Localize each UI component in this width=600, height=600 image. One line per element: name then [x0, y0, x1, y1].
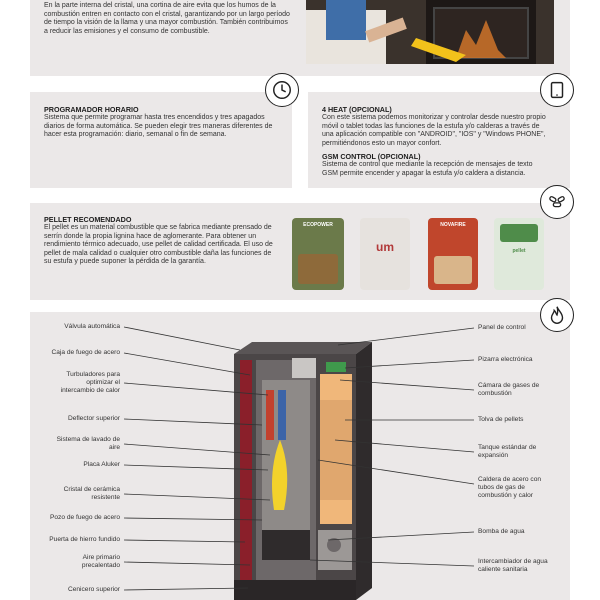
label-tanque: Tanque estándar de expansión: [478, 444, 537, 459]
heat-title: 4 HEAT (OPCIONAL): [322, 105, 392, 114]
label-intercambiador: Intercambiador de agua caliente sanitaria: [478, 558, 548, 573]
label-tolva: Tolva de pellets: [478, 416, 524, 423]
label-cenicero: Cenicero superior: [67, 586, 120, 593]
pellet-bag-4-label: pellet: [512, 248, 526, 254]
pellet-bag-2-label: um: [376, 240, 394, 254]
label-cristal: Cristal de cerámica resistente: [63, 486, 120, 501]
label-caja-fuego: Caja de fuego de acero: [51, 349, 120, 356]
label-placa-aluker: Placa Aluker: [83, 461, 120, 468]
pellet-title: PELLET RECOMENDADO: [44, 215, 132, 224]
gsm-text: Sistema de control que mediante la recepción de mensajes de texto GSM permite encender y apagar la estufa y/o caldera a distancia.: [322, 161, 533, 177]
label-lavado-aire: Sistema de lavado de aire: [56, 436, 120, 451]
label-camara-gases: Cámara de gases de combustión: [478, 382, 540, 397]
label-valvula: Válvula automática: [64, 323, 120, 330]
intro-text: En la parte interna del cristal, una cortina de aire evita que los humos de la combustión entren en contacto con el cristal, garantizando por un largo período de tiempo la visión de la llama y una mayor combustión. También contribuimos a reducir las emisiones y el consumo de combustible.: [44, 2, 290, 35]
pellet-bag-3-label: NOVAFIRE: [440, 222, 466, 228]
label-pizarra: Pizarra electrónica: [478, 356, 533, 363]
label-deflector: Deflector superior: [67, 415, 120, 422]
label-turbuladores: Turbuladores para optimizar el intercambio de calor: [60, 371, 120, 394]
heat-text: Con este sistema podemos monitorizar y controlar desde nuestro propio móvil o tablet todas las funciones de la estufa y/o calderas a través de una aplicación compatible con "ANDROID", "IOS" y "Windows PHONE", permitiéndonos esto un mayor confort.: [322, 114, 546, 147]
label-puerta: Puerta de hierro fundido: [49, 536, 120, 543]
programador-text: Sistema que permite programar hasta tres encendidos y tres apagados diarios de forma automática. Se pueden elegir tres maneras diferentes de hacer esta programación: diario, semanal o fin de semana.: [44, 114, 273, 139]
pellet-bag-1-label: ECOPOWER: [303, 222, 333, 228]
label-pozo-fuego: Pozo de fuego de acero: [49, 514, 120, 521]
label-panel-control: Panel de control: [478, 324, 526, 331]
label-caldera: Caldera de acero con tubos de gas de combustión y calor: [478, 476, 542, 499]
gsm-title: GSM CONTROL (OPCIONAL): [322, 152, 421, 161]
pellet-text: El pellet es un material combustible que se fabrica mediante prensado de serrín donde la propia lignina hace de aglomerante. Para obtener un rendimiento térmico adecuado, use pellet de calidad certificada. El uso de pellet de mala calidad o cualquier otro combustible daña las funciones de su estufa y puede suponer la pérdida de la garantía.: [44, 224, 273, 266]
programador-title: PROGRAMADOR HORARIO: [44, 105, 139, 114]
label-bomba: Bomba de agua: [478, 528, 525, 535]
label-aire-primario: Aire primario precalentado: [81, 554, 120, 569]
